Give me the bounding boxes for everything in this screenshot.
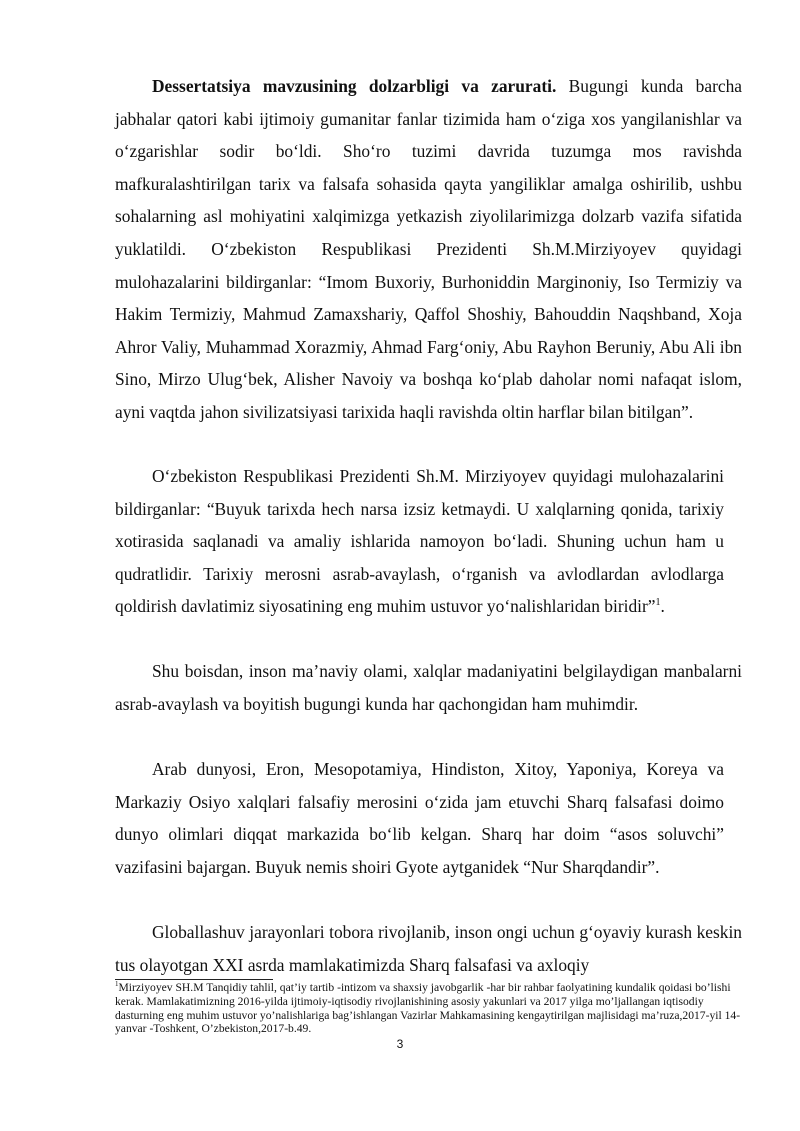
footnote-text: Mirziyoyev SH.M Tanqidiy tahlil, qat’iy tartib -intizom va shaxsiy javobgarlik -har bir rahbar faolyatining kundalik qoidasi bo’lishi kerak. Mamlakatimizning 2016-yilda ijtimoiy-iqtisodiy rivojlanishining asosiy yakunlari va 2017 yilga mo’ljallangan iqtisodiy dasturning eng muhim ustuvor yo’nalishlariga bag’ishlangan Vazirlar Mahkamasining kengaytirilgan majlisidagi ma’ruza,2017-yil 14-yanvar -Toshkent, O’zbekiston,2017-b.49.: [115, 981, 741, 1036]
paragraph-heritage: [115, 655, 742, 720]
paragraph-text: Shu boisdan, inson ma’naviy olami, xalqlar madaniyatini belgilaydigan manbalarni asrab-avaylash va boyitish bugungi kunda har qachongidan ham muhimdir.: [115, 661, 742, 714]
paragraph-president-quote: [115, 460, 724, 623]
footnote-marker: 1: [115, 980, 119, 989]
footnote-reference[interactable]: 1: [655, 597, 661, 609]
page-number: 3: [396, 1037, 404, 1051]
paragraph-relevance: [115, 70, 742, 429]
footnote: [115, 981, 742, 1036]
paragraph-text: Arab dunyosi, Eron, Mesopotamiya, Hindiston, Xitoy, Yaponiya, Koreya va Markaziy Osiyo xalqlari falsafiy merosini o‘zida jam etuvchi Sharq falsafasi doimo dunyo olimlari diqqat markazida bo‘lib kelgan. Sharq har doim “asos soluvchi” vazifasini bajargan. Buyuk nemis shoiri Gyote aytganidek “Nur Sharqdandir”.: [115, 759, 724, 877]
section-heading: Dessertatsiya mavzusining dolzarbligi va zarurati.: [152, 76, 557, 96]
paragraph-eastern-philosophy: [115, 753, 724, 883]
paragraph-text: O‘zbekiston Respublikasi Prezidenti Sh.M. Mirziyoyev quyidagi mulohazalarini bildirganlar: “Buyuk tarixda hech narsa izsiz ketmaydi. U xalqlarning qonida, tarixiy xotirasida saqlanadi va amaliy ishlarida namoyon bo‘ladi. Shuning uchun ham u qudratlidir. Tarixiy merosni asrab-avaylash, o‘rganish va avlodlardan avlodlarga qoldirish davlatimiz siyosatining eng muhim ustuvor yo‘nalishlaridan biridir”: [115, 466, 724, 617]
paragraph-text: Globallashuv jarayonlari tobora rivojlanib, inson ongi uchun g‘oyaviy kurash keskin tus olayotgan XXI asrda mamlakatimizda Sharq falsafasi va axloqiy: [115, 922, 742, 975]
paragraph-text: Bugungi kunda barcha jabhalar qatori kabi ijtimoiy gumanitar fanlar tizimida ham o‘ziga xos yangilanishlar va o‘zgarishlar sodir bo‘ldi. Sho‘ro tuzimi davrida tuzumga mos ravishda mafkuralashtirilgan tarix va falsafa sohasida qayta yangiliklar amalga oshirilib, ushbu sohalarning asl mohiyatini xalqimizga yetkazish ziyolilarimizga dolzarb vazifa sifatida yuklatildi. O‘zbekiston Respublikasi Prezidenti Sh.M.Mirziyoyev quyidagi mulohazalarini bildirganlar: “Imom Buxoriy, Burhoniddin Marginoniy, Iso Termiziy va Hakim Termiziy, Mahmud Zamaxshariy, Qaffol Shoshiy, Bahouddin Naqshband, Xoja Ahror Valiy, Muhammad Xorazmiy, Ahmad Farg‘oniy, Abu Rayhon Beruniy, Abu Ali ibn Sino, Mirzo Ulug‘bek, Alisher Navoiy va boshqa ko‘plab daholar nomi nafaqat islom, ayni vaqtda jahon sivilizatsiyasi tarixida haqli ravishda oltin harflar bilan bitilgan”.: [115, 76, 742, 422]
footnote-separator: [115, 979, 273, 980]
paragraph-end: .: [660, 596, 665, 617]
paragraph-globalization: [115, 916, 742, 981]
